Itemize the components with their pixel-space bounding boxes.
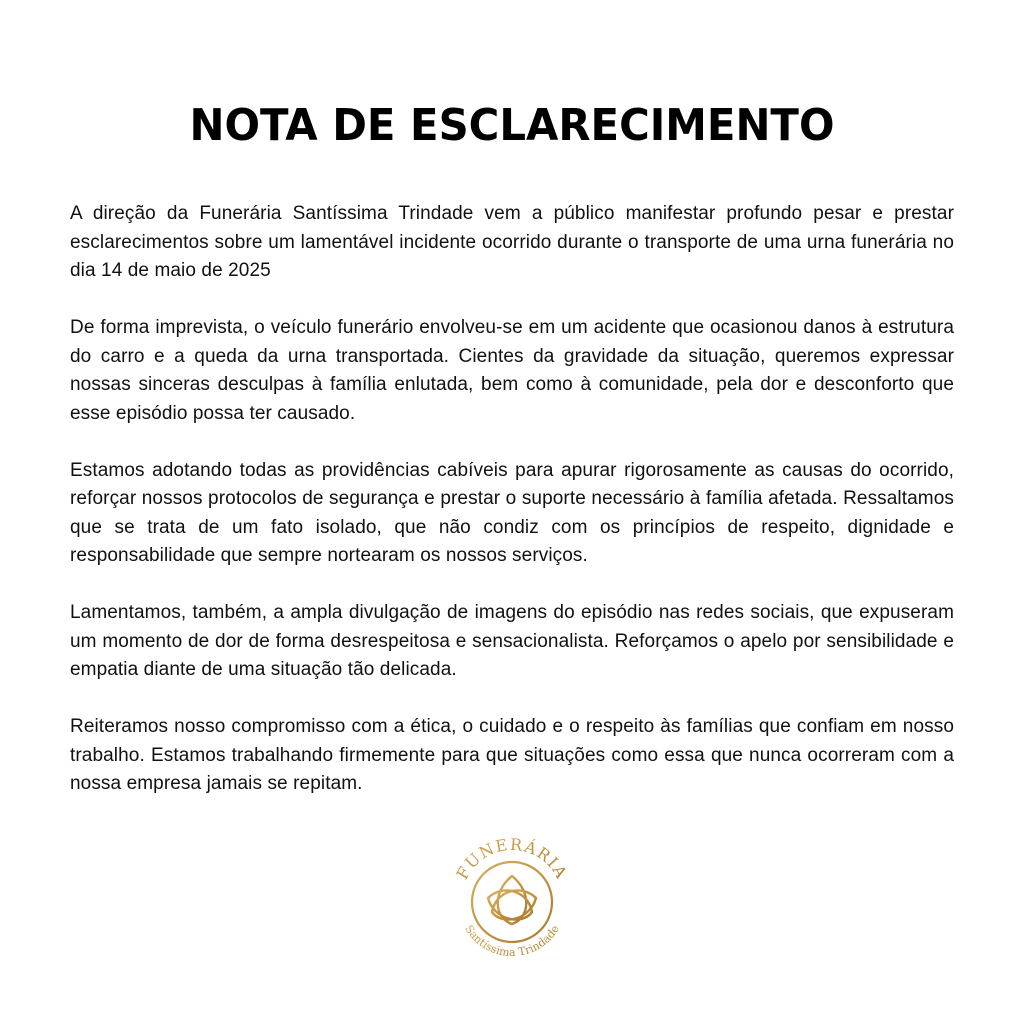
logo-svg	[444, 832, 580, 968]
logo-name: FUNERÁRIA	[452, 834, 572, 883]
trinity-knot-icon	[488, 876, 536, 924]
logo-ring	[472, 862, 552, 942]
paragraph-5: Reiteramos nosso compromisso com a ética, o cuidado e o respeito às famílias que confiam em nosso trabalho. Estamos trabalhando firmemente para que situações como essa que nunca ocorreram com a nossa empresa jamais se repitam.	[70, 716, 954, 794]
notice-body	[70, 200, 954, 827]
paragraph-3: Estamos adotando todas as providências cabíveis para apurar rigorosamente as causas do ocorrido, reforçar nossos protocolos de segurança e prestar o suporte necessário à família afetada. Ressaltamos que se trata de um fato isolado, que não condiz com os princípios de respeito, dignidade e responsabilidade que sempre nortearam os nossos serviços.	[70, 459, 954, 566]
funeraria-logo	[444, 832, 580, 968]
logo-subtitle: Santíssima Trindade	[462, 922, 562, 960]
page-title: NOTA DE ESCLARECIMENTO	[189, 100, 835, 151]
paragraph-4: Lamentamos, também, a ampla divulgação de imagens do episódio nas redes sociais, que expuseram um momento de dor de forma desrespeitosa e sensacionalista. Reforçamos o apelo por sensibilidade e empatia diante de uma situação tão delicada.	[70, 602, 954, 680]
paragraph-2: De forma imprevista, o veículo funerário envolveu-se em um acidente que ocasionou danos à estrutura do carro e a queda da urna transportada. Cientes da gravidade da situação, queremos expressar nossas sinceras desculpas à família enlutada, bem como à comunidade, pela dor e desconforto que esse episódio possa ter causado.	[70, 317, 954, 424]
paragraph-1: A direção da Funerária Santíssima Trindade vem a público manifestar profundo pesar e prestar esclarecimentos sobre um lamentável incidente ocorrido durante o transporte de uma urna funerária no dia 14 de maio de 2025	[70, 203, 954, 281]
